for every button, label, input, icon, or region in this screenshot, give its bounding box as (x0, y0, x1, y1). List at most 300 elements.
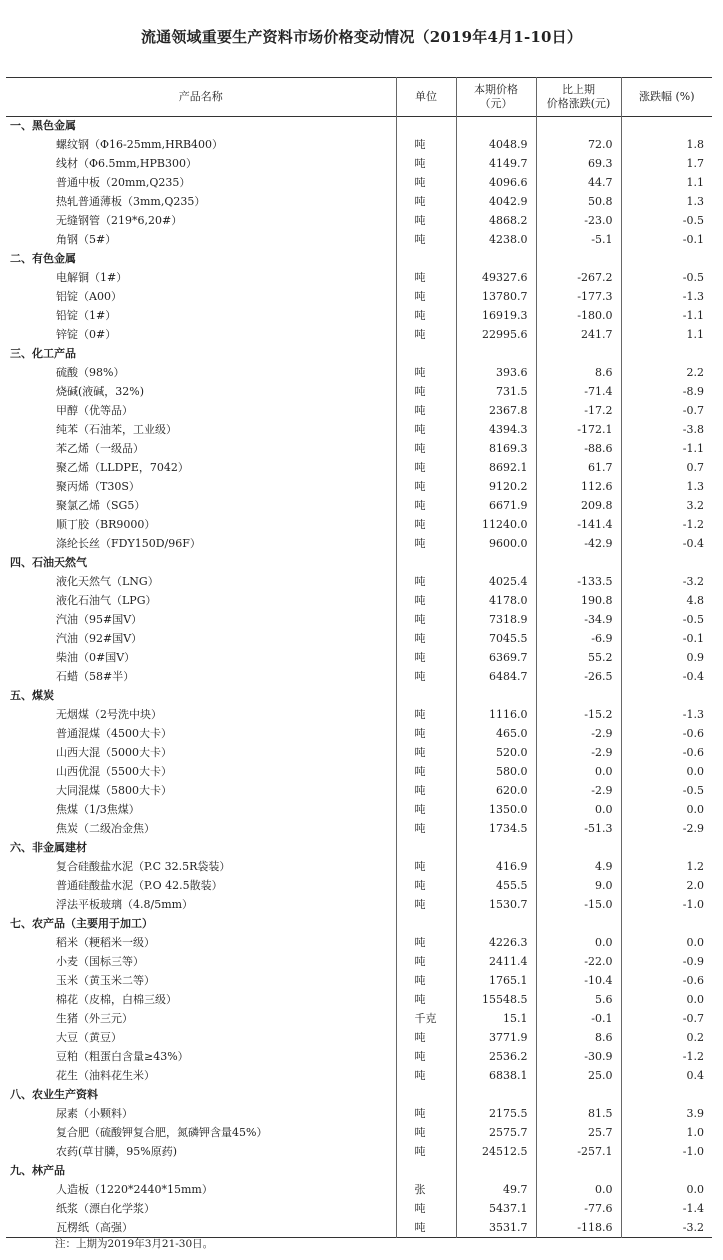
product-name-cell: 农药(草甘膦，95%原药) (56, 1145, 178, 1158)
current-price-cell: 455.5 (456, 877, 536, 896)
product-name-cell: 聚乙烯（LLDPE，7042） (56, 461, 189, 474)
product-name-cell: 聚丙烯（T30S） (56, 480, 140, 493)
current-price-cell: 4149.7 (456, 155, 536, 174)
product-name-cell: 聚氯乙烯（SG5） (56, 499, 146, 512)
change-percent-cell: -0.5 (621, 212, 712, 231)
change-percent-cell: -0.6 (621, 744, 712, 763)
table-row (6, 307, 712, 326)
unit-cell: 吨 (396, 706, 456, 725)
change-percent-cell: -0.4 (621, 668, 712, 687)
table-row (6, 1067, 712, 1086)
table-row (6, 497, 712, 516)
change-percent-cell: -1.3 (621, 706, 712, 725)
product-name-cell: 烧碱(液碱，32%) (56, 385, 145, 398)
product-name-cell: 汽油（95#国Ⅴ） (56, 613, 143, 626)
price-change-cell: -0.1 (536, 1010, 621, 1029)
change-percent-cell: 1.8 (621, 136, 712, 155)
current-price-cell: 520.0 (456, 744, 536, 763)
change-percent-cell: -1.2 (621, 516, 712, 535)
table-row (6, 801, 712, 820)
current-price-cell: 9600.0 (456, 535, 536, 554)
table-row (6, 668, 712, 687)
product-name-cell: 无烟煤（2号洗中块） (56, 708, 162, 721)
price-change-cell: -5.1 (536, 231, 621, 250)
empty-cell (536, 1086, 621, 1105)
table-row (6, 288, 712, 307)
current-price-cell: 15548.5 (456, 991, 536, 1010)
product-name-cell: 汽油（92#国Ⅴ） (56, 632, 143, 645)
empty-cell (396, 1086, 456, 1105)
product-name-cell: 山西大混（5000大卡） (56, 746, 172, 759)
empty-cell (621, 554, 712, 573)
price-change-cell: -22.0 (536, 953, 621, 972)
change-percent-cell: 0.9 (621, 649, 712, 668)
product-name-cell: 焦炭（二级冶金焦） (56, 822, 155, 835)
price-change-cell: -177.3 (536, 288, 621, 307)
current-price-cell: 580.0 (456, 763, 536, 782)
unit-cell: 吨 (396, 573, 456, 592)
current-price-cell: 4868.2 (456, 212, 536, 231)
unit-cell: 吨 (396, 1124, 456, 1143)
category-row (6, 117, 712, 136)
product-name-cell: 液化天然气（LNG） (56, 575, 159, 588)
product-name-cell: 复合肥（硫酸钾复合肥，氮磷钾含量45%） (56, 1126, 268, 1139)
unit-cell: 吨 (396, 1219, 456, 1238)
product-name-cell: 玉米（黄玉米二等） (56, 974, 155, 987)
table-row (6, 326, 712, 345)
unit-cell: 吨 (396, 1029, 456, 1048)
change-percent-cell: -0.4 (621, 535, 712, 554)
table-row (6, 516, 712, 535)
current-price-cell: 5437.1 (456, 1200, 536, 1219)
price-change-cell: -34.9 (536, 611, 621, 630)
price-change-cell: -26.5 (536, 668, 621, 687)
unit-cell: 吨 (396, 1143, 456, 1162)
category-row (6, 554, 712, 573)
current-price-cell: 4178.0 (456, 592, 536, 611)
price-change-cell: 8.6 (536, 364, 621, 383)
current-price-cell: 6484.7 (456, 668, 536, 687)
table-row (6, 991, 712, 1010)
price-change-cell: 241.7 (536, 326, 621, 345)
unit-cell: 吨 (396, 231, 456, 250)
product-name-cell: 稻米（粳稻米一级） (56, 936, 155, 949)
table-row (6, 1143, 712, 1162)
table-row (6, 383, 712, 402)
change-percent-cell: 2.2 (621, 364, 712, 383)
unit-cell: 吨 (396, 402, 456, 421)
change-percent-cell: 1.3 (621, 193, 712, 212)
empty-cell (536, 117, 621, 136)
unit-cell: 吨 (396, 972, 456, 991)
unit-cell: 吨 (396, 155, 456, 174)
change-percent-cell: 0.0 (621, 934, 712, 953)
product-name-cell: 大豆（黄豆） (56, 1031, 122, 1044)
current-price-cell: 4394.3 (456, 421, 536, 440)
change-percent-cell: 0.0 (621, 1181, 712, 1200)
header-unit: 单位 (396, 78, 456, 117)
table-row (6, 1105, 712, 1124)
category-title: 八、农业生产资料 (10, 1088, 98, 1101)
empty-cell (396, 250, 456, 269)
unit-cell: 吨 (396, 744, 456, 763)
empty-cell (621, 117, 712, 136)
table-row (6, 478, 712, 497)
header-price-change-line1: 比上期 (562, 83, 595, 96)
change-percent-cell: 1.7 (621, 155, 712, 174)
unit-cell: 吨 (396, 421, 456, 440)
table-row (6, 1029, 712, 1048)
change-percent-cell: 0.7 (621, 459, 712, 478)
unit-cell: 吨 (396, 858, 456, 877)
price-change-cell: 25.7 (536, 1124, 621, 1143)
change-percent-cell: -1.3 (621, 288, 712, 307)
change-percent-cell: 1.0 (621, 1124, 712, 1143)
change-percent-cell: -1.4 (621, 1200, 712, 1219)
empty-cell (396, 687, 456, 706)
price-change-cell: 44.7 (536, 174, 621, 193)
change-percent-cell: 1.1 (621, 326, 712, 345)
change-percent-cell: 0.0 (621, 991, 712, 1010)
header-current-price-line2: （元） (479, 97, 513, 110)
price-change-cell: -118.6 (536, 1219, 621, 1238)
empty-cell (536, 687, 621, 706)
category-row (6, 915, 712, 934)
unit-cell: 吨 (396, 1067, 456, 1086)
table-body (6, 117, 712, 1238)
current-price-cell: 731.5 (456, 383, 536, 402)
empty-cell (536, 1162, 621, 1181)
price-change-cell: 0.0 (536, 934, 621, 953)
price-change-cell: -42.9 (536, 535, 621, 554)
price-change-cell: 61.7 (536, 459, 621, 478)
current-price-cell: 4096.6 (456, 174, 536, 193)
current-price-cell: 6369.7 (456, 649, 536, 668)
empty-cell (621, 839, 712, 858)
unit-cell: 吨 (396, 934, 456, 953)
product-name-cell: 生猪（外三元） (56, 1012, 133, 1025)
current-price-cell: 1734.5 (456, 820, 536, 839)
current-price-cell: 8169.3 (456, 440, 536, 459)
change-percent-cell: -3.2 (621, 573, 712, 592)
current-price-cell: 6838.1 (456, 1067, 536, 1086)
empty-cell (536, 554, 621, 573)
unit-cell: 吨 (396, 193, 456, 212)
unit-cell: 吨 (396, 763, 456, 782)
table-row (6, 649, 712, 668)
unit-cell: 吨 (396, 326, 456, 345)
price-change-cell: -133.5 (536, 573, 621, 592)
change-percent-cell: -0.7 (621, 1010, 712, 1029)
empty-cell (396, 117, 456, 136)
product-name-cell: 普通中板（20mm,Q235） (56, 176, 191, 189)
current-price-cell: 2175.5 (456, 1105, 536, 1124)
product-name-cell: 普通混煤（4500大卡） (56, 727, 172, 740)
category-row (6, 250, 712, 269)
product-name-cell: 硫酸（98%） (56, 366, 125, 379)
table-row (6, 630, 712, 649)
table-row (6, 877, 712, 896)
table-row (6, 573, 712, 592)
current-price-cell: 7045.5 (456, 630, 536, 649)
unit-cell: 吨 (396, 136, 456, 155)
price-change-cell: 0.0 (536, 801, 621, 820)
change-percent-cell: -0.1 (621, 630, 712, 649)
table-row (6, 193, 712, 212)
category-title: 四、石油天然气 (10, 556, 87, 569)
product-name-cell: 铝锭（A00） (56, 290, 122, 303)
change-percent-cell: -0.5 (621, 269, 712, 288)
change-percent-cell: -1.0 (621, 896, 712, 915)
current-price-cell: 416.9 (456, 858, 536, 877)
price-change-cell: 25.0 (536, 1067, 621, 1086)
category-title: 七、农产品（主要用于加工） (10, 917, 153, 930)
table-row (6, 155, 712, 174)
current-price-cell: 3531.7 (456, 1219, 536, 1238)
change-percent-cell: 3.2 (621, 497, 712, 516)
empty-cell (536, 915, 621, 934)
table-row (6, 459, 712, 478)
price-change-cell: 55.2 (536, 649, 621, 668)
product-name-cell: 涤纶长丝（FDY150D/96F） (56, 537, 201, 550)
price-change-cell: -2.9 (536, 744, 621, 763)
table-row (6, 972, 712, 991)
price-change-cell: -77.6 (536, 1200, 621, 1219)
table-row (6, 953, 712, 972)
category-title: 六、非金属建材 (10, 841, 87, 854)
price-change-cell: -180.0 (536, 307, 621, 326)
table-row (6, 725, 712, 744)
category-row (6, 839, 712, 858)
price-change-cell: 81.5 (536, 1105, 621, 1124)
empty-cell (396, 915, 456, 934)
unit-cell: 吨 (396, 212, 456, 231)
price-change-cell: -15.0 (536, 896, 621, 915)
product-name-cell: 焦煤（1/3焦煤） (56, 803, 140, 816)
table-row (6, 1048, 712, 1067)
table-row (6, 782, 712, 801)
empty-cell (396, 839, 456, 858)
empty-cell (621, 1086, 712, 1105)
price-change-cell: -172.1 (536, 421, 621, 440)
product-name-cell: 铅锭（1#） (56, 309, 117, 322)
product-name-cell: 柴油（0#国Ⅴ） (56, 651, 136, 664)
price-change-cell: 112.6 (536, 478, 621, 497)
table-row (6, 364, 712, 383)
empty-cell (621, 345, 712, 364)
change-percent-cell: 0.4 (621, 1067, 712, 1086)
empty-cell (456, 839, 536, 858)
table-header (6, 78, 712, 117)
category-title: 一、黑色金属 (10, 119, 76, 133)
price-change-cell: 9.0 (536, 877, 621, 896)
price-change-cell: -267.2 (536, 269, 621, 288)
current-price-cell: 1530.7 (456, 896, 536, 915)
product-name-cell: 纯苯（石油苯，工业级） (56, 423, 177, 436)
empty-cell (456, 915, 536, 934)
price-change-cell: -257.1 (536, 1143, 621, 1162)
category-row (6, 1162, 712, 1181)
price-change-cell: -6.9 (536, 630, 621, 649)
header-change-percent: 涨跌幅 (%) (621, 78, 712, 117)
price-change-cell: 0.0 (536, 1181, 621, 1200)
product-name-cell: 大同混煤（5800大卡） (56, 784, 172, 797)
current-price-cell: 15.1 (456, 1010, 536, 1029)
price-change-cell: -88.6 (536, 440, 621, 459)
current-price-cell: 620.0 (456, 782, 536, 801)
unit-cell: 吨 (396, 535, 456, 554)
product-name-cell: 人造板（1220*2440*15mm） (56, 1183, 213, 1196)
current-price-cell: 4025.4 (456, 573, 536, 592)
table-row (6, 592, 712, 611)
unit-cell: 吨 (396, 1200, 456, 1219)
unit-cell: 吨 (396, 953, 456, 972)
current-price-cell: 4238.0 (456, 231, 536, 250)
empty-cell (621, 687, 712, 706)
current-price-cell: 8692.1 (456, 459, 536, 478)
table-row (6, 858, 712, 877)
table-row (6, 402, 712, 421)
price-change-cell: 209.8 (536, 497, 621, 516)
unit-cell: 吨 (396, 174, 456, 193)
empty-cell (621, 1162, 712, 1181)
current-price-cell: 16919.3 (456, 307, 536, 326)
unit-cell: 张 (396, 1181, 456, 1200)
unit-cell: 吨 (396, 896, 456, 915)
product-name-cell: 角钢（5#） (56, 233, 117, 246)
table-row (6, 421, 712, 440)
change-percent-cell: -8.9 (621, 383, 712, 402)
price-change-cell: -71.4 (536, 383, 621, 402)
current-price-cell: 11240.0 (456, 516, 536, 535)
table-row (6, 212, 712, 231)
unit-cell: 吨 (396, 668, 456, 687)
empty-cell (621, 915, 712, 934)
current-price-cell: 9120.2 (456, 478, 536, 497)
table-row (6, 1200, 712, 1219)
price-change-cell: -141.4 (536, 516, 621, 535)
product-name-cell: 浮法平板玻璃（4.8/5mm） (56, 898, 194, 911)
change-percent-cell: 1.1 (621, 174, 712, 193)
category-title: 九、林产品 (10, 1164, 65, 1177)
product-name-cell: 热轧普通薄板（3mm,Q235） (56, 195, 206, 208)
change-percent-cell: 4.8 (621, 592, 712, 611)
category-title: 三、化工产品 (10, 347, 76, 360)
product-name-cell: 纸浆（漂白化学浆） (56, 1202, 155, 1215)
empty-cell (456, 345, 536, 364)
table-row (6, 1219, 712, 1238)
unit-cell: 吨 (396, 440, 456, 459)
unit-cell: 吨 (396, 307, 456, 326)
change-percent-cell: -1.0 (621, 1143, 712, 1162)
table-row (6, 934, 712, 953)
product-name-cell: 锌锭（0#） (56, 328, 117, 341)
table-row (6, 1124, 712, 1143)
change-percent-cell: -3.2 (621, 1219, 712, 1238)
empty-cell (396, 554, 456, 573)
empty-cell (456, 687, 536, 706)
empty-cell (456, 554, 536, 573)
price-change-cell: -15.2 (536, 706, 621, 725)
category-row (6, 1086, 712, 1105)
change-percent-cell: 1.3 (621, 478, 712, 497)
product-name-cell: 普通硅酸盐水泥（P.O 42.5散装） (56, 879, 223, 892)
change-percent-cell: 3.9 (621, 1105, 712, 1124)
table-row (6, 440, 712, 459)
table-row (6, 820, 712, 839)
price-change-cell: 190.8 (536, 592, 621, 611)
current-price-cell: 2575.7 (456, 1124, 536, 1143)
current-price-cell: 2536.2 (456, 1048, 536, 1067)
price-change-cell: -51.3 (536, 820, 621, 839)
price-change-cell: 50.8 (536, 193, 621, 212)
unit-cell: 吨 (396, 364, 456, 383)
current-price-cell: 6671.9 (456, 497, 536, 516)
price-change-cell: 4.9 (536, 858, 621, 877)
price-table (6, 77, 712, 1238)
table-row (6, 174, 712, 193)
change-percent-cell: 2.0 (621, 877, 712, 896)
current-price-cell: 465.0 (456, 725, 536, 744)
table-row (6, 744, 712, 763)
current-price-cell: 4048.9 (456, 136, 536, 155)
empty-cell (536, 250, 621, 269)
empty-cell (536, 839, 621, 858)
header-product-name: 产品名称 (178, 90, 223, 103)
change-percent-cell: -0.5 (621, 611, 712, 630)
unit-cell: 吨 (396, 1105, 456, 1124)
current-price-cell: 49.7 (456, 1181, 536, 1200)
unit-cell: 吨 (396, 801, 456, 820)
change-percent-cell: -0.5 (621, 782, 712, 801)
current-price-cell: 13780.7 (456, 288, 536, 307)
price-change-cell: 5.6 (536, 991, 621, 1010)
category-row (6, 687, 712, 706)
table-row (6, 1010, 712, 1029)
category-title: 二、有色金属 (10, 252, 76, 265)
empty-cell (621, 250, 712, 269)
header-price-change (536, 78, 621, 117)
current-price-cell: 24512.5 (456, 1143, 536, 1162)
unit-cell: 吨 (396, 877, 456, 896)
product-name-cell: 棉花（皮棉，白棉三级） (56, 993, 177, 1006)
price-change-cell: -17.2 (536, 402, 621, 421)
unit-cell: 吨 (396, 1048, 456, 1067)
change-percent-cell: -0.6 (621, 725, 712, 744)
unit-cell: 吨 (396, 516, 456, 535)
table-row (6, 535, 712, 554)
product-name-cell: 电解铜（1#） (56, 271, 128, 284)
unit-cell: 吨 (396, 269, 456, 288)
current-price-cell: 1116.0 (456, 706, 536, 725)
change-percent-cell: -0.6 (621, 972, 712, 991)
current-price-cell: 1765.1 (456, 972, 536, 991)
current-price-cell: 49327.6 (456, 269, 536, 288)
change-percent-cell: 0.0 (621, 763, 712, 782)
product-name-cell: 线材（Φ6.5mm,HPB300） (56, 157, 197, 170)
unit-cell: 吨 (396, 649, 456, 668)
unit-cell: 吨 (396, 383, 456, 402)
change-percent-cell: -1.1 (621, 307, 712, 326)
table-row (6, 706, 712, 725)
price-change-cell: 0.0 (536, 763, 621, 782)
current-price-cell: 1350.0 (456, 801, 536, 820)
empty-cell (456, 1086, 536, 1105)
change-percent-cell: 1.2 (621, 858, 712, 877)
unit-cell: 吨 (396, 611, 456, 630)
price-change-cell: -2.9 (536, 782, 621, 801)
empty-cell (456, 250, 536, 269)
